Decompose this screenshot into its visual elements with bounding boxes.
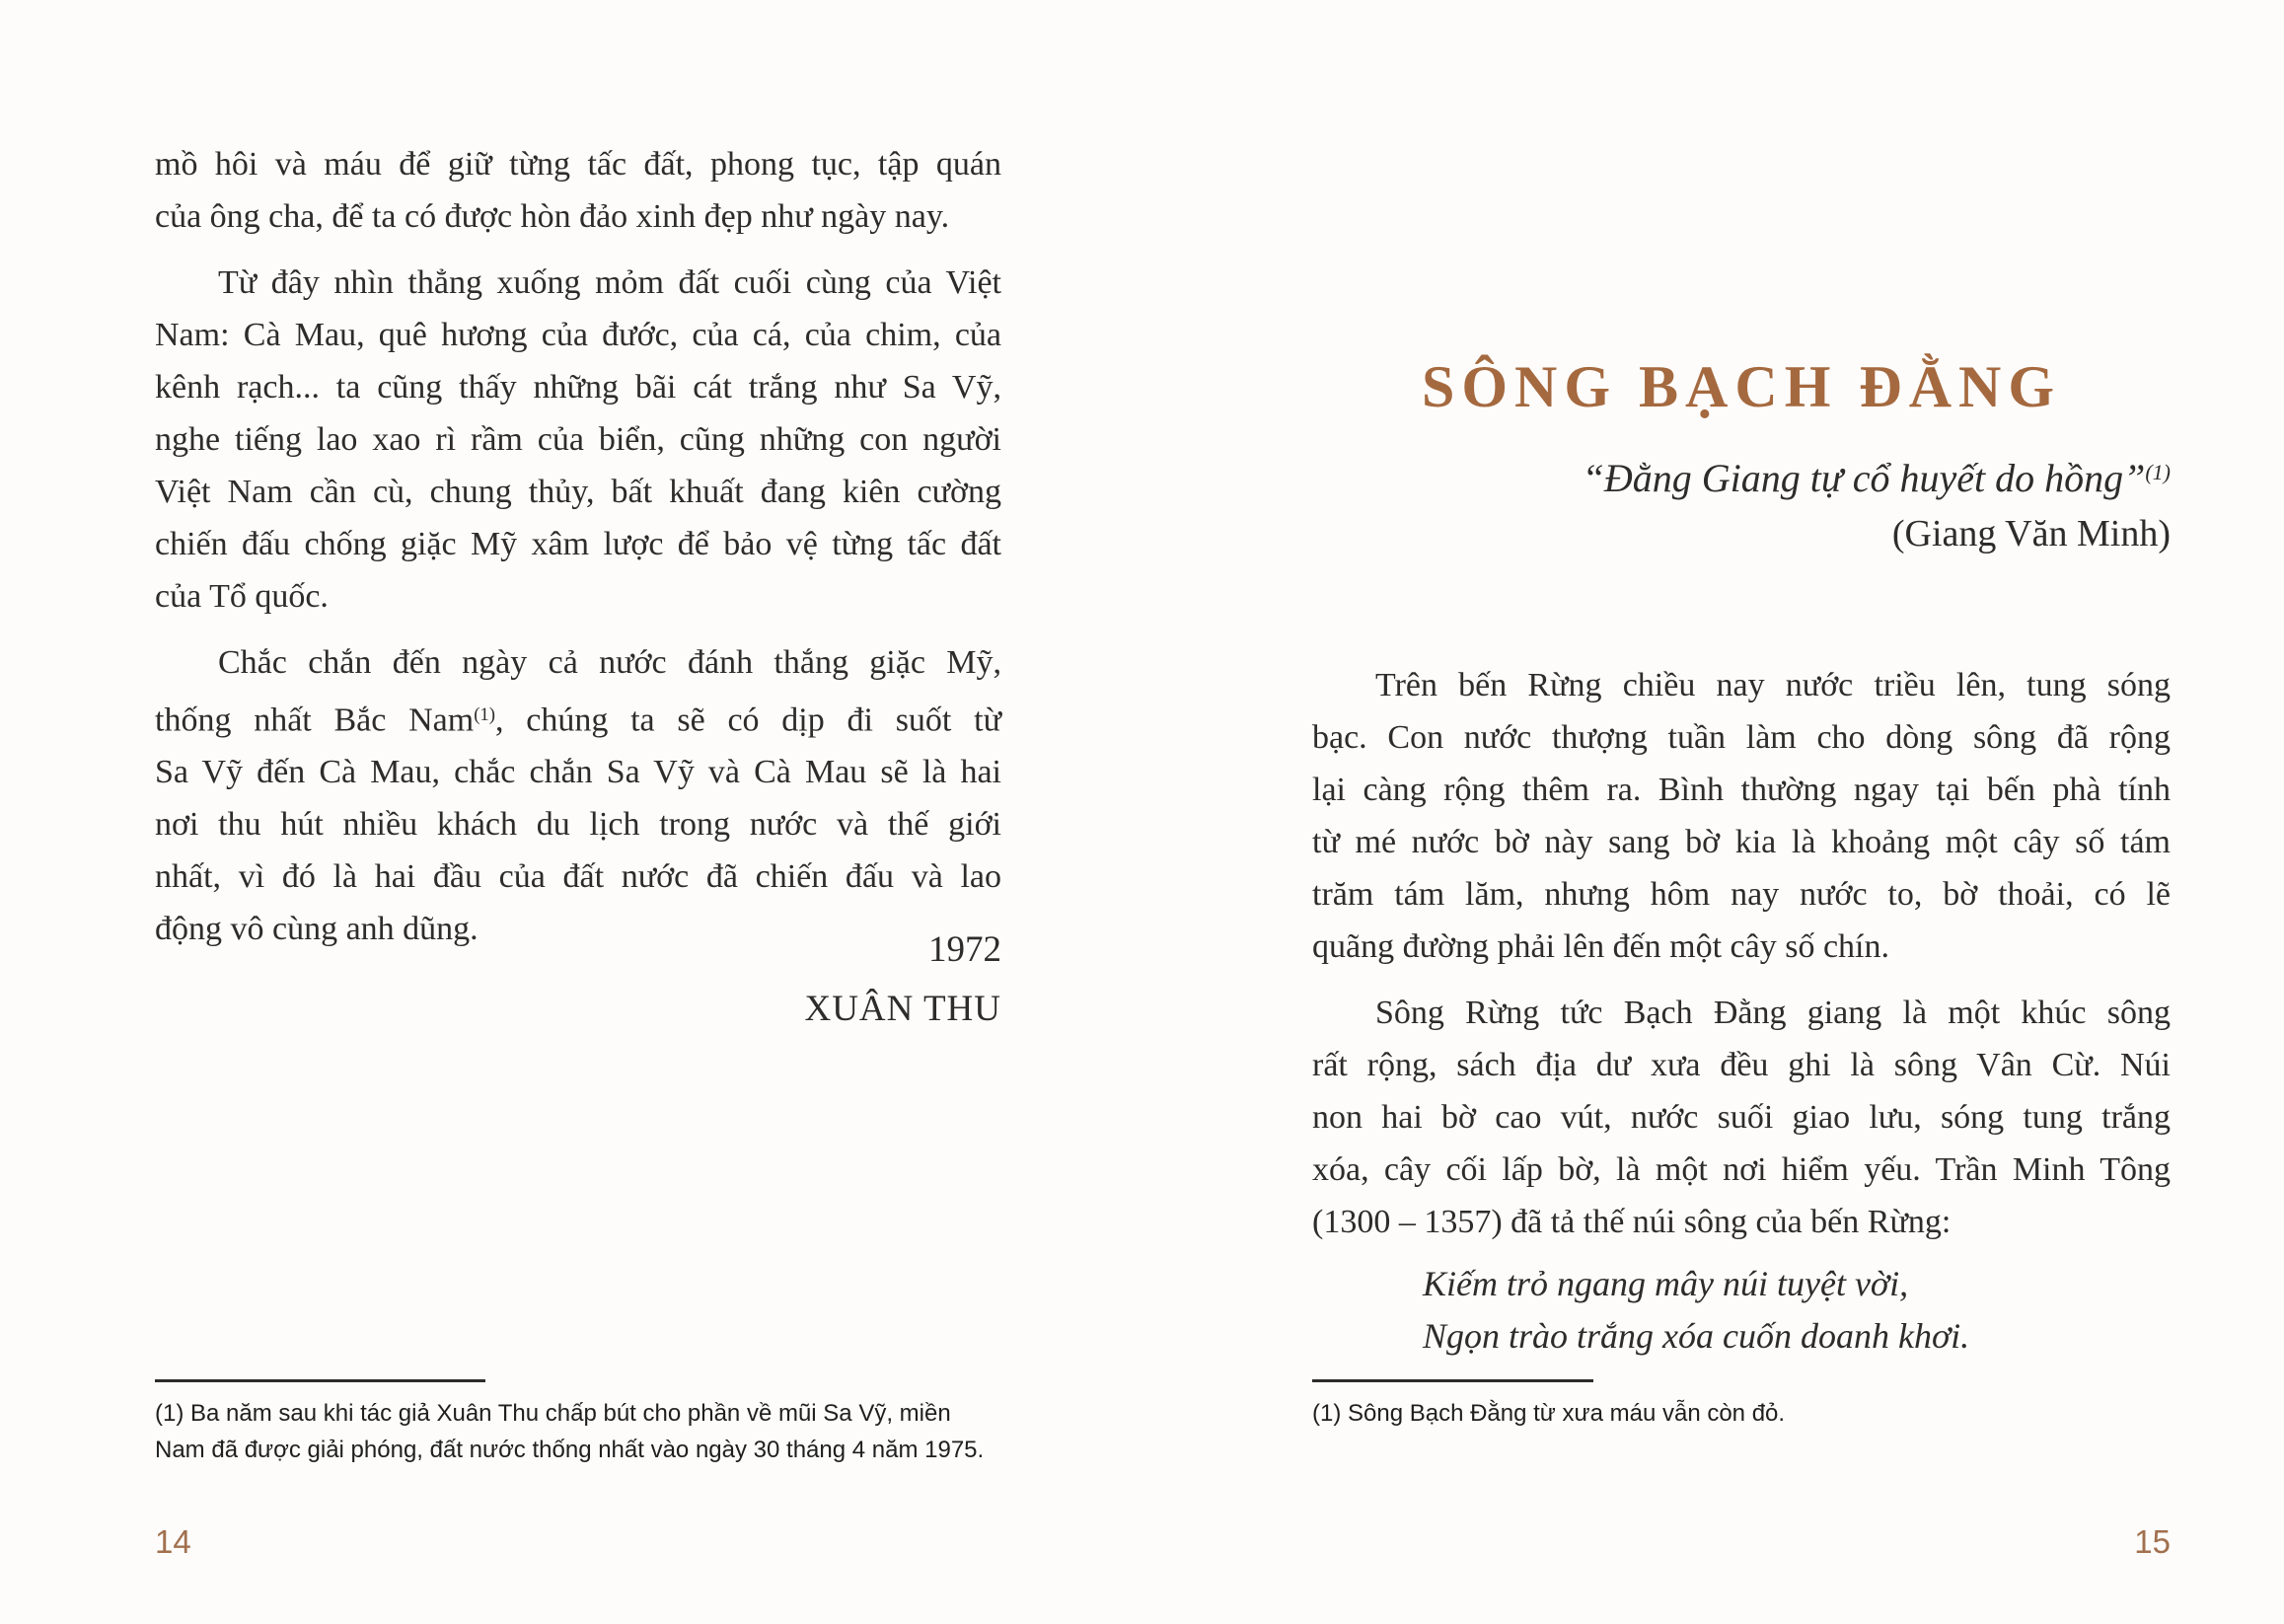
left-footnote-block bbox=[155, 1379, 1005, 1468]
text-line: từ mé nước bờ này sang bờ kia là khoảng một cây số tám bbox=[1312, 824, 2171, 860]
text-line: Chắc chắn đến ngày cả nước đánh thắng giặc Mỹ, bbox=[218, 644, 1001, 681]
text-line: động vô cùng anh dũng. bbox=[155, 911, 479, 948]
poem-line: Ngọn trào trắng xóa cuốn doanh khơi. bbox=[1423, 1316, 1970, 1356]
text-line: lại càng rộng thêm ra. Bình thường ngay tại bến phà tính bbox=[1312, 772, 2171, 808]
left-page-body bbox=[155, 138, 1001, 955]
text-line: Từ đây nhìn thẳng xuống mỏm đất cuối cùng của Việt bbox=[218, 264, 1001, 301]
paragraph-gap bbox=[155, 243, 1001, 257]
epigraph-quote-text: “Đằng Giang tự cổ huyết do hồng” bbox=[1582, 456, 2146, 501]
text-line: nhất, vì đó là hai đầu của đất nước đã chiến đấu và lao bbox=[155, 858, 1001, 896]
paragraph-gap bbox=[1312, 973, 2171, 987]
chapter-title: SÔNG BẠCH ĐẰNG bbox=[1421, 354, 2062, 419]
text-line: nghe tiếng lao xao rì rầm của biển, cũng những con người bbox=[155, 421, 1001, 458]
footnote-text: (1) Ba năm sau khi tác giả Xuân Thu chấp bút cho phần về mũi Sa Vỹ, miền Nam đã được giải phóng, đất nước thống nhất vào ngày 30 tháng 4 năm 1975. bbox=[155, 1400, 985, 1463]
poem-couplet bbox=[1423, 1258, 2171, 1363]
right-footnote-block bbox=[1312, 1379, 2175, 1432]
page-number-left: 14 bbox=[155, 1523, 191, 1560]
composition-date: 1972 bbox=[928, 929, 1001, 970]
text-line: của ông cha, để ta có được hòn đảo xinh đẹp như ngày nay. bbox=[155, 198, 950, 235]
text-line: (1300 – 1357) đã tả thế núi sông của bến Rừng: bbox=[1312, 1204, 1952, 1240]
text-line: bạc. Con nước thượng tuần làm cho dòng sông đã rộng bbox=[1312, 719, 2171, 756]
poem-line: Kiếm trỏ ngang mây núi tuyệt vời, bbox=[1423, 1264, 1909, 1303]
text-line: Việt Nam cần cù, chung thủy, bất khuất đang kiên cường bbox=[155, 474, 1001, 510]
author-signature: XUÂN THU bbox=[804, 989, 1001, 1029]
text-line: Nam: Cà Mau, quê hương của đước, của cá, của chim, của bbox=[155, 317, 1001, 353]
text-segment: , chúng ta sẽ có dịp đi suốt từ bbox=[495, 701, 1001, 739]
text-line: quãng đường phải lên đến một cây số chín. bbox=[1312, 928, 1890, 965]
text-line: trăm tám lăm, nhưng hôm nay nước to, bờ thoải, có lẽ bbox=[1312, 876, 2171, 913]
footnote-ref-marker: (1) bbox=[2145, 460, 2171, 484]
epigraph-quote bbox=[1312, 444, 2171, 506]
footnote-ref-marker: (1) bbox=[474, 704, 495, 725]
text-line bbox=[155, 689, 1001, 746]
footnote-text: (1) Sông Bạch Đằng từ xưa máu vẫn còn đỏ. bbox=[1312, 1400, 1786, 1427]
text-line: mồ hôi và máu để giữ từng tấc đất, phong tục, tập quán bbox=[155, 146, 1001, 183]
right-page-body bbox=[1312, 659, 2171, 1363]
footnote-divider bbox=[1312, 1379, 1593, 1382]
text-line: xóa, cây cối lấp bờ, là một nơi hiểm yếu. Trần Minh Tông bbox=[1312, 1151, 2171, 1188]
text-line: Sa Vỹ đến Cà Mau, chắc chắn Sa Vỹ và Cà Mau sẽ là hai bbox=[155, 754, 1001, 791]
epigraph-author: (Giang Văn Minh) bbox=[1891, 513, 2171, 555]
text-line: chiến đấu chống giặc Mỹ xâm lược để bảo vệ từng tấc đất bbox=[155, 526, 1001, 562]
footnote-divider bbox=[155, 1379, 485, 1382]
paragraph-gap bbox=[155, 623, 1001, 636]
text-line: kênh rạch... ta cũng thấy những bãi cát trắng như Sa Vỹ, bbox=[155, 369, 1001, 406]
text-line: rất rộng, sách địa dư xưa đều ghi là sông Vân Cừ. Núi bbox=[1312, 1047, 2171, 1083]
text-line: non hai bờ cao vút, nước suối giao lưu, sóng tung trắng bbox=[1312, 1099, 2171, 1136]
epigraph-block bbox=[1312, 444, 2171, 562]
text-line: của Tổ quốc. bbox=[155, 578, 329, 615]
text-line: Sông Rừng tức Bạch Đằng giang là một khúc sông bbox=[1375, 995, 2171, 1031]
text-segment: thống nhất Bắc Nam bbox=[155, 701, 475, 739]
text-line: nơi thu hút nhiều khách du lịch trong nước và thế giới bbox=[155, 806, 1001, 844]
page-number-right: 15 bbox=[2134, 1523, 2171, 1560]
text-line: Trên bến Rừng chiều nay nước triều lên, tung sóng bbox=[1375, 667, 2171, 703]
